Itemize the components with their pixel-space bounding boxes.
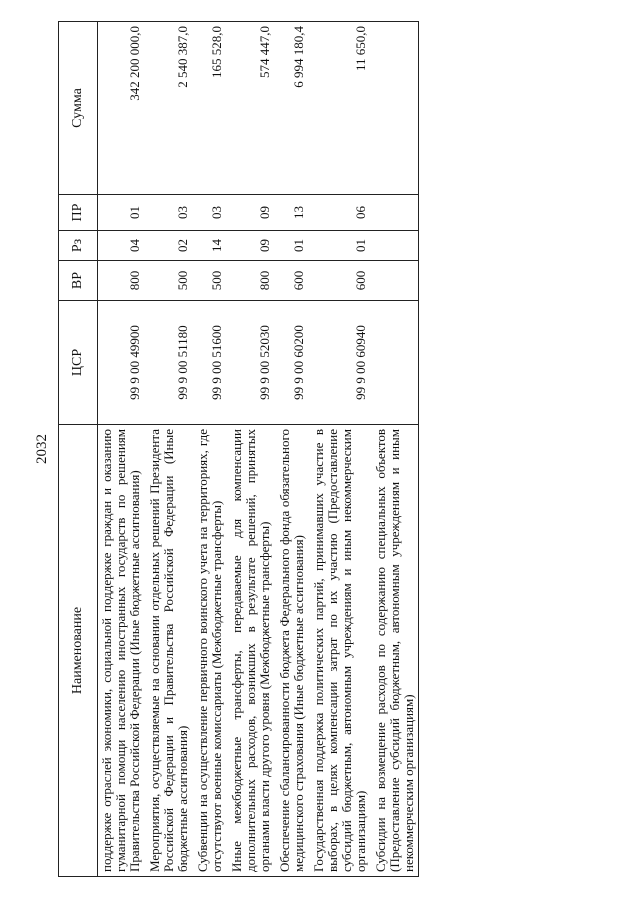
row-csr: 99 9 00 52030 — [226, 301, 274, 425]
row-sum — [370, 22, 419, 195]
page-number: 2032 — [34, 434, 50, 464]
row-csr: 99 9 00 51600 — [192, 301, 226, 425]
row-csr: 99 9 00 60200 — [274, 301, 308, 425]
table-row — [226, 22, 274, 877]
header-pr: ПР — [59, 195, 98, 231]
row-sum: 342 200 000,0 — [98, 22, 145, 195]
table-header-row — [59, 22, 98, 877]
row-sum: 11 650,0 — [308, 22, 370, 195]
row-rz: 02 — [144, 231, 192, 261]
row-name: Субвенции на осуществление первичного воинского учета на территориях, где отсутствуют военные комиссариаты (Межбюджетные трансферты) — [192, 425, 226, 877]
row-vr: 500 — [144, 261, 192, 301]
row-pr: 01 — [98, 195, 145, 231]
budget-table — [58, 21, 419, 877]
row-vr: 500 — [192, 261, 226, 301]
row-pr: 06 — [308, 195, 370, 231]
row-sum: 165 528,0 — [192, 22, 226, 195]
row-vr: 600 — [308, 261, 370, 301]
header-vr: ВР — [59, 261, 98, 301]
table-row — [192, 22, 226, 877]
header-name: Наименование — [59, 425, 98, 877]
row-pr: 03 — [144, 195, 192, 231]
row-name: Обеспечение сбалансированности бюджета Федерального фонда обязательного медицинского страхования (Иные бюджетные ассигнования) — [274, 425, 308, 877]
row-rz — [370, 231, 419, 261]
row-vr — [370, 261, 419, 301]
table-row — [274, 22, 308, 877]
table-row — [370, 22, 419, 877]
row-pr: 09 — [226, 195, 274, 231]
table-row — [144, 22, 192, 877]
row-vr: 800 — [226, 261, 274, 301]
row-rz: 09 — [226, 231, 274, 261]
row-sum: 574 447,0 — [226, 22, 274, 195]
row-vr: 600 — [274, 261, 308, 301]
row-rz: 04 — [98, 231, 145, 261]
header-sum: Сумма — [59, 22, 98, 195]
row-name: Мероприятия, осуществляемые на основании отдельных решений Президента Российской Федерации и Правительства Российской Федерации (Иные бюджетные ассигнования) — [144, 425, 192, 877]
row-name: Субсидии на возмещение расходов по содержанию специальных объектов (Предоставление субсидий бюджетным, автономным учреждениям и иным некоммерческим организациям) — [370, 425, 419, 877]
row-rz: 01 — [274, 231, 308, 261]
row-name: Государственная поддержка политических партий, принимавших участие в выборах, в целях компенсации затрат по их участию (Предоставление субсидий бюджетным, автономным учреждениям и иным некоммерческим организациям) — [308, 425, 370, 877]
row-name: Иные межбюджетные трансферты, передаваемые для компенсации дополнительных расходов, возникших в результате решений, принятых органами власти другого уровня (Межбюджетные трансферты) — [226, 425, 274, 877]
header-rz: Рз — [59, 231, 98, 261]
row-rz: 14 — [192, 231, 226, 261]
row-pr: 13 — [274, 195, 308, 231]
table-row — [308, 22, 370, 877]
row-csr: 99 9 00 51180 — [144, 301, 192, 425]
row-name: поддержке отраслей экономики, социальной поддержке граждан и оказанию гуманитарной помощи населению иностранных государств по решениям Правительства Российской Федерации (Иные бюджетные ассигнования) — [98, 425, 145, 877]
table-row — [98, 22, 145, 877]
row-sum: 6 994 180,4 — [274, 22, 308, 195]
row-pr — [370, 195, 419, 231]
row-csr: 99 9 00 60940 — [308, 301, 370, 425]
row-csr — [370, 301, 419, 425]
header-csr: ЦСР — [59, 301, 98, 425]
row-pr: 03 — [192, 195, 226, 231]
row-sum: 2 540 387,0 — [144, 22, 192, 195]
row-vr: 800 — [98, 261, 145, 301]
row-rz: 01 — [308, 231, 370, 261]
row-csr: 99 9 00 49900 — [98, 301, 145, 425]
